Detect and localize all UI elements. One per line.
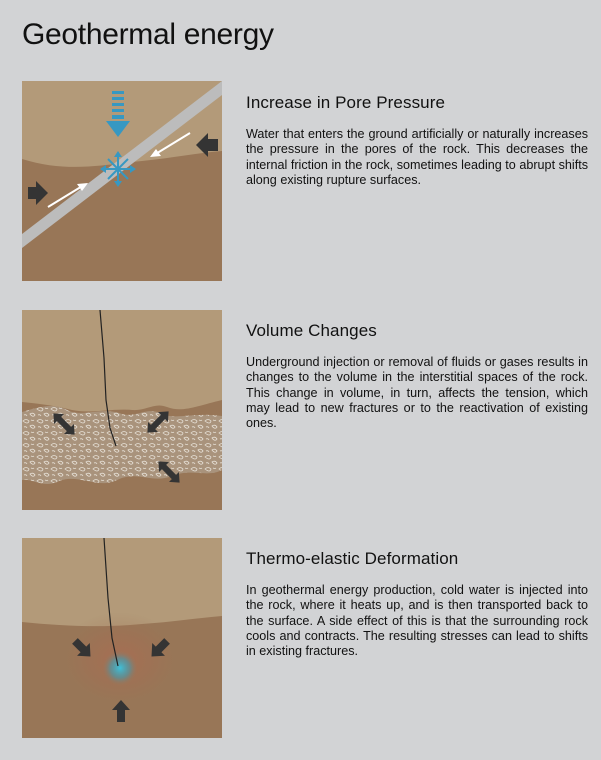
section-heading: Thermo-elastic Deformation [246, 549, 459, 568]
volume-changes-illustration [22, 310, 222, 510]
pore-pressure-illustration [22, 81, 222, 281]
section-heading: Increase in Pore Pressure [246, 93, 446, 112]
section-pore-pressure [246, 93, 588, 188]
section-body: Water that enters the ground artificially or naturally increases the pressure in the pores of the rock. This decreases the internal friction in the rock, sometimes leading to abrupt shifts along existing rupture surfaces. [246, 127, 588, 187]
thermo-elastic-illustration [22, 538, 222, 738]
section-heading: Volume Changes [246, 321, 377, 340]
cold-water-zone [102, 650, 138, 686]
page-title: Geothermal energy [22, 18, 274, 51]
section-body: Underground injection or removal of fluids or gases results in changes to the volume in the interstitial spaces of the rock. This change in volume, in turn, affects the tension, which may lead to new fractures or to the reactivation of existing ones. [246, 355, 588, 431]
section-thermo-elastic [246, 549, 588, 659]
section-volume-changes [246, 321, 588, 431]
porous-layer [22, 406, 222, 484]
section-body: In geothermal energy production, cold water is injected into the rock, where it heats up, and is then transported back to the surface. A side effect of this is that the surrounding rock cools and contracts. The resulting stresses can lead to shifts in existing fractures. [246, 583, 588, 659]
